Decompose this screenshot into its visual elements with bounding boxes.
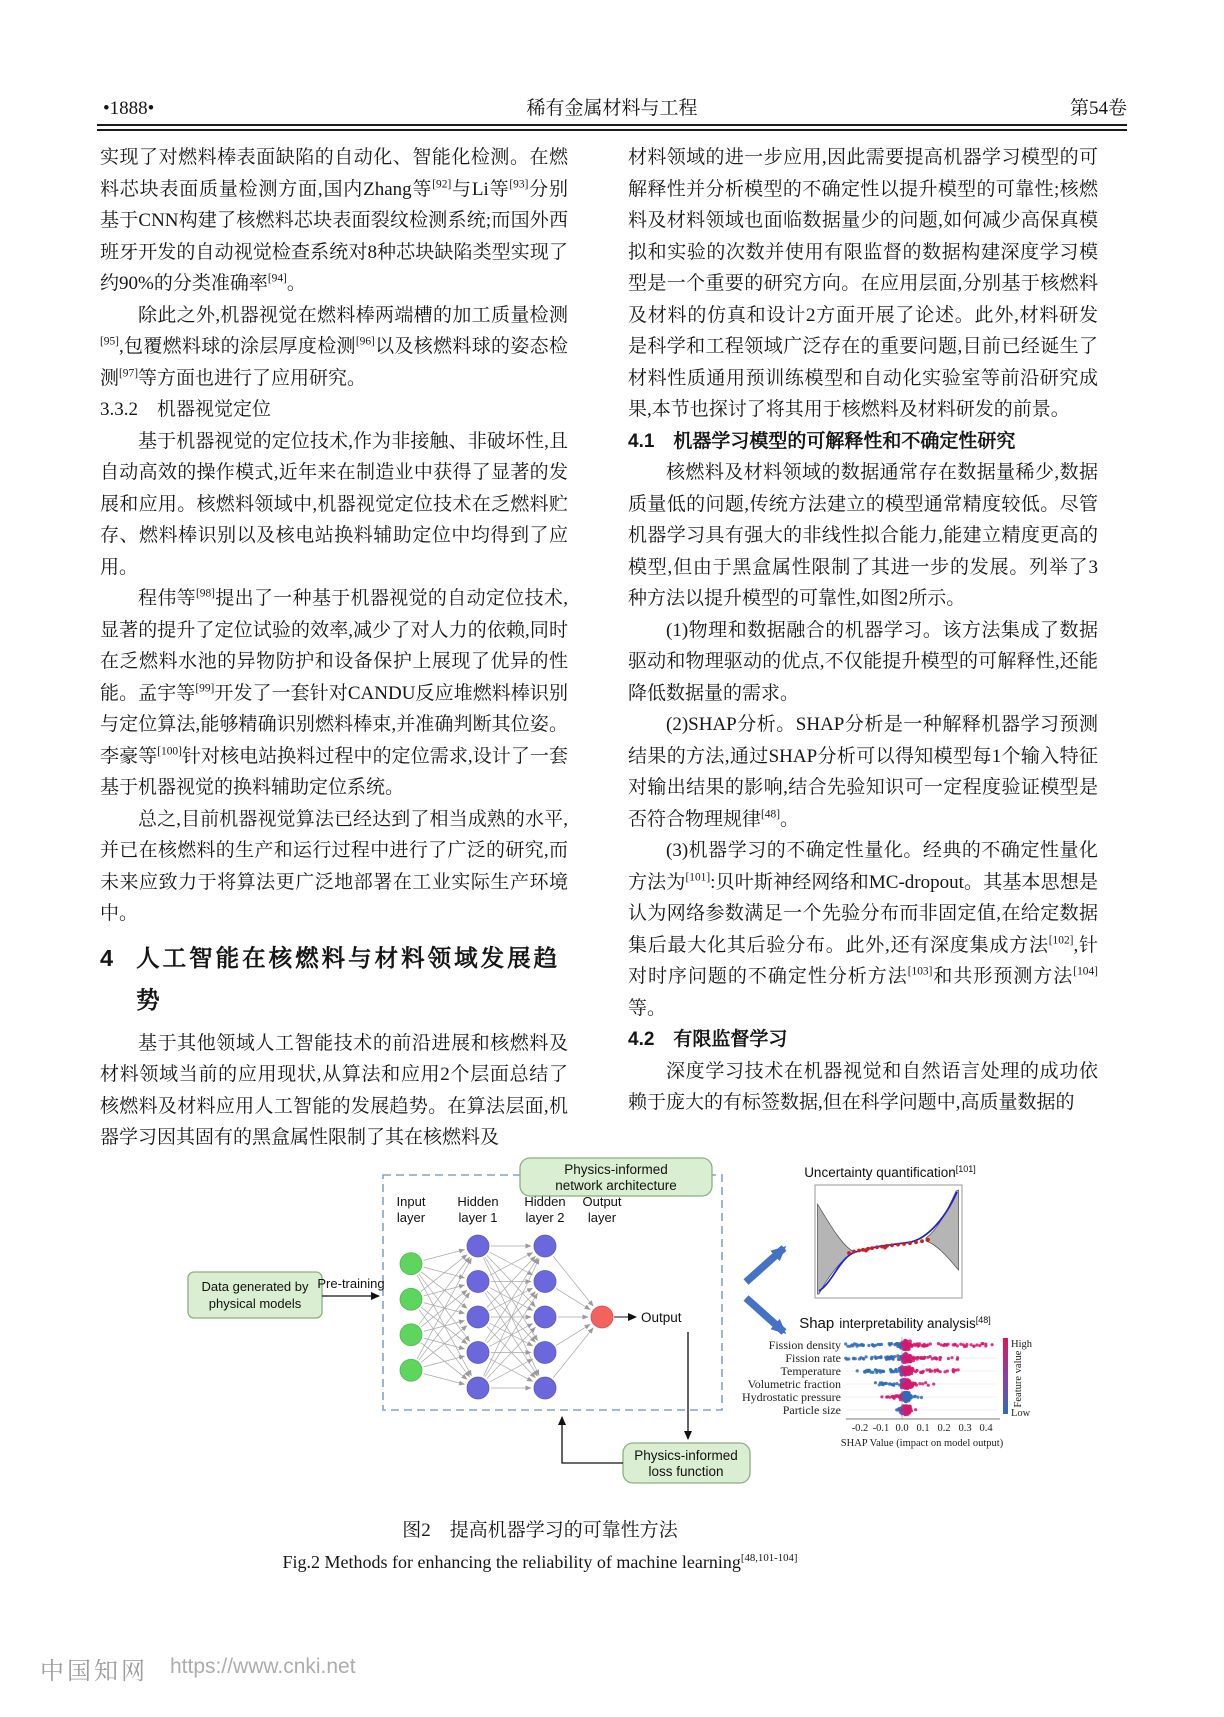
layer-label: Output (582, 1194, 622, 1209)
uncertainty-title: Uncertainty quantification[101] (804, 1164, 976, 1180)
section-number: 4 (100, 944, 117, 971)
shap-beeswarm (742, 1337, 1000, 1419)
shap-tick: 0.2 (937, 1423, 951, 1434)
svg-text:Physics-informed: Physics-informed (634, 1448, 738, 1463)
layer-label: layer (587, 1210, 617, 1225)
paragraph: 基于其他领域人工智能技术的前沿进展和核燃料及材料领域当前的应用现状,从算法和应用2个层面总结了核燃料及材料应用人工智能的发展趋势。在算法层面,机器学习因其固有的黑盒属性限制了其在核燃料及 (100, 1032, 568, 1148)
network-node (534, 1306, 556, 1328)
network-node (400, 1288, 422, 1310)
network-node (534, 1271, 556, 1293)
network-node (534, 1235, 556, 1257)
network-node (400, 1324, 422, 1346)
network-node (534, 1342, 556, 1364)
network-node (400, 1253, 422, 1275)
layer-label: layer 1 (458, 1210, 498, 1225)
paragraph: (1)物理和数据融合的机器学习。该方法集成了数据驱动和物理驱动的优点,不仅能提升模型的可解释性,还能降低数据量的需求。 (628, 619, 1098, 704)
network-edges (417, 1246, 593, 1388)
figure-caption-en: Fig.2 Methods for enhancing the reliability of machine learning[48,101-104] (282, 1552, 798, 1572)
shap-tick: -0.2 (851, 1423, 869, 1434)
shap-feature-label: Fission density (768, 1338, 841, 1352)
figure-caption-cn: 图2 提高机器学习的可靠性方法 (402, 1520, 678, 1541)
paragraph: (3)机器学习的不确定性量化。经典的不确定性量化方法为[101]:贝叶斯神经网络和MC-dropout。其基本思想是认为网络参数满足一个先验分布而非固定值,在给定数据集后最大化其后验分布。此外,还有深度集成方法[102],针对时序问题的不确定性分析方法[103]和共形预测方法[104]等。 (628, 840, 1098, 1019)
svg-text:loss function: loss function (648, 1464, 724, 1479)
network-node (467, 1235, 489, 1257)
layer-label: layer 2 (525, 1210, 565, 1225)
arrow-to-uncertainty (746, 1248, 784, 1282)
shap-title: Shap interpretability analysis[48] (799, 1315, 991, 1332)
pre-training-label: Pre-training (317, 1276, 385, 1291)
cnki-logo-text: 中国知网 (40, 1658, 148, 1685)
sub-heading: 3.3.2 机器视觉定位 (100, 399, 272, 420)
paragraph: (2)SHAP分析。SHAP分析是一种解释机器学习预测结果的方法,通过SHAP分析可以得知模型每1个输入特征对输出结果的影响,结合先验知识可一定程度验证模型是否符合物理规律[48]。 (628, 714, 1098, 830)
left-column (100, 142, 568, 1154)
colorbar-low-label: Low (1011, 1408, 1031, 1419)
header-double-rule (97, 124, 1127, 131)
layer-label: layer (396, 1210, 426, 1225)
loss-feedback-arrow (562, 1417, 623, 1463)
physics-informed-loss-box (623, 1443, 750, 1483)
svg-text:network architecture: network architecture (555, 1178, 677, 1193)
network-node (591, 1306, 613, 1328)
shap-tick: 0.0 (895, 1423, 909, 1434)
cnki-url: https://www.cnki.net (170, 1655, 356, 1678)
volume-label: 第54卷 (1069, 98, 1127, 119)
shap-feature-label: Fission rate (785, 1351, 841, 1365)
shap-feature-label: Particle size (782, 1403, 841, 1417)
section-title: 人工智能在核燃料与材料领域发展趋势 (136, 944, 561, 1013)
paragraph: 实现了对燃料棒表面缺陷的自动化、智能化检测。在燃料芯块表面质量检测方面,国内Zhang等[92]与Li等[93]分别基于CNN构建了核燃料芯块表面裂纹检测系统;而国外西班牙开发的自动视觉检查系统对8种芯块缺陷类型实现了约90%的分类准确率[94]。 (100, 147, 568, 294)
physical-models-data-box (188, 1272, 322, 1318)
layer-label: Hidden (524, 1194, 566, 1209)
page-number: •1888• (103, 98, 155, 119)
journal-title: 稀有金属材料与工程 (526, 98, 698, 119)
sub-heading: 4.2 有限监督学习 (628, 1029, 788, 1050)
svg-text:Physics-informed: Physics-informed (564, 1162, 668, 1177)
physics-informed-architecture-box (520, 1158, 712, 1196)
layer-label: Hidden (457, 1194, 499, 1209)
colorbar-axis-label: Feature value (1013, 1350, 1024, 1408)
paragraph: 深度学习技术在机器视觉和自然语言处理的成功依赖于庞大的有标签数据,但在科学问题中,高质量数据的 (628, 1060, 1098, 1113)
shap-tick: 0.1 (916, 1423, 930, 1434)
shap-xlabel: SHAP Value (impact on model output) (840, 1438, 1004, 1449)
svg-text:Data generated by: Data generated by (201, 1279, 309, 1294)
shap-feature-label: Hydrostatic pressure (742, 1390, 841, 1404)
right-column (628, 142, 1098, 1119)
shap-axis-ticks (852, 1423, 994, 1434)
shap-tick: 0.3 (958, 1423, 972, 1434)
network-node (467, 1342, 489, 1364)
section-heading (100, 937, 568, 1021)
layer-label: Input (396, 1194, 426, 1209)
arrow-to-shap (746, 1298, 784, 1332)
paragraph: 总之,目前机器视觉算法已经达到了相当成熟的水平,并已在核燃料的生产和运行过程中进行了广泛的研究,而未来应致力于将算法更广泛地部署在工业实际生产环境中。 (100, 808, 568, 924)
shap-feature-label: Volumetric fraction (747, 1377, 841, 1391)
sub-heading: 4.1 机器学习模型的可解释性和不确定性研究 (628, 430, 1016, 452)
paragraph: 除此之外,机器视觉在燃料棒两端槽的加工质量检测[95],包覆燃料球的涂层厚度检测[96]以及核燃料球的姿态检测[97]等方面也进行了应用研究。 (100, 304, 568, 389)
shap-colorbar (1003, 1338, 1033, 1419)
figure-caption (100, 1519, 980, 1574)
svg-text:physical models: physical models (208, 1296, 302, 1311)
network-node (400, 1359, 422, 1381)
paragraph: 核燃料及材料领域的数据通常存在数据量稀少,数据质量低的问题,传统方法建立的模型通常精度较低。尽管机器学习具有强大的非线性拟合能力,能建立精度更高的模型,但由于黑盒属性限制了其进一步的发展。列举了3种方法以提升模型的可靠性,如图2所示。 (628, 462, 1098, 609)
shap-tick: 0.4 (979, 1423, 993, 1434)
colorbar-high-label: High (1011, 1339, 1032, 1350)
network-layer-labels (397, 1194, 622, 1225)
output-label: Output (641, 1310, 682, 1325)
paragraph: 材料领域的进一步应用,因此需要提高机器学习模型的可解释性并分析模型的不确定性以提升模型的可靠性;核燃料及材料领域也面临数据量少的问题,如何减少高保真模拟和实验的次数并使用有限监督的数据构建深度学习模型是一个重要的研究方向。在应用层面,分别基于核燃料及材料的仿真和设计2方面开展了论述。此外,材料研发是科学和工程领域广泛存在的重要问题,目前已经诞生了材料性质通用预训练模型和自动化实验室等前沿研究成果,本节也探讨了将其用于核燃料及材料研发的前景。 (628, 147, 1098, 420)
paragraph: 程伟等[98]提出了一种基于机器视觉的自动定位技术,显著的提升了定位试验的效率,减少了对人力的依赖,同时在乏燃料水池的异物防护和设备保护上展现了优异的性能。孟宇等[99]开发了一套针对CANDU反应堆燃料棒识别与定位算法,能够精确识别燃料棒束,并准确判断其位姿。李豪等[100]针对核电站换料过程中的定位需求,设计了一套基于机器视觉的换料辅助定位系统。 (100, 587, 568, 798)
uncertainty-plot (815, 1185, 962, 1298)
network-node (467, 1271, 489, 1293)
network-node (534, 1377, 556, 1399)
figure-2 (100, 1140, 1124, 1500)
network-node (467, 1377, 489, 1399)
shap-feature-label: Temperature (780, 1364, 841, 1378)
shap-tick: -0.1 (872, 1423, 890, 1434)
paragraph: 基于机器视觉的定位技术,作为非接触、非破坏性,且自动高效的操作模式,近年来在制造业中获得了显著的发展和应用。核燃料领域中,机器视觉定位技术在乏燃料贮存、燃料棒识别以及核电站换料辅助定位中均得到了应用。 (100, 430, 568, 578)
network-node (467, 1306, 489, 1328)
